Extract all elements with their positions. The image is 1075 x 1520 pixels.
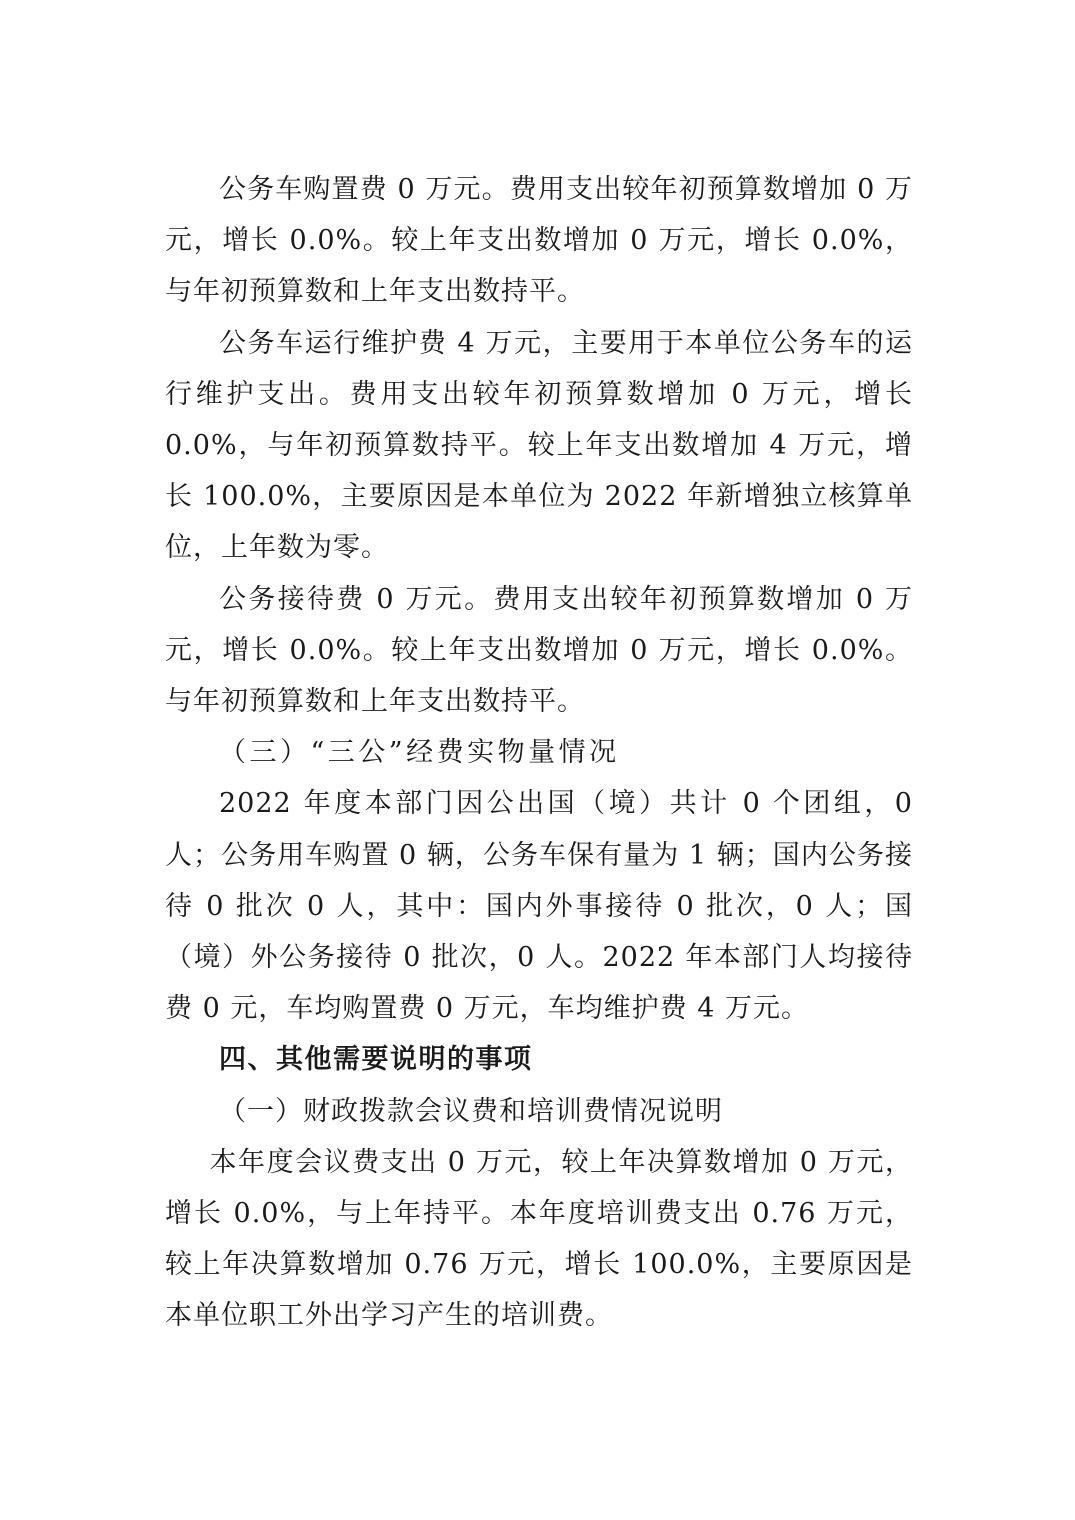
paragraph-meeting-training-fee: 本年度会议费支出 0 万元，较上年决算数增加 0 万元，增长 0.0%，与上年持平。本年度培训费支出 0.76 万元，较上年决算数增加 0.76 万元，增长 100.0%，主要原因是本单位职工外出学习产生的培训费。 xyxy=(165,1146,913,1332)
paragraph-physical-quantity: 2022 年度本部门因公出国（境）共计 0 个团组，0 人；公务用车购置 0 辆，公务车保有量为 1 辆；国内公务接待 0 批次 0 人，其中：国内外事接待 0 批次，0 人；国（境）外公务接待 0 批次，0 人。2022 年本部门人均接待费 0 元，车均购置费 0 万元，车均维护费 4 万元。 xyxy=(165,788,913,1025)
heading-three-public-physical-quantity: （三）“三公”经费实物量情况 xyxy=(219,737,620,769)
document-body xyxy=(165,164,913,1342)
paragraph-car-maintenance-fee: 公务车运行维护费 4 万元，主要用于本单位公务车的运行维护支出。费用支出较年初预算数增加 0 万元，增长 0.0%，与年初预算数持平。较上年支出数增加 4 万元，增长 100.0%，主要原因是本单位为 2022 年新增独立核算单位，上年数为零。 xyxy=(165,327,913,564)
heading-meeting-training-explanation: （一）财政拨款会议费和培训费情况说明 xyxy=(219,1095,723,1127)
paragraph-reception-fee: 公务接待费 0 万元。费用支出较年初预算数增加 0 万元，增长 0.0%。较上年支出数增加 0 万元，增长 0.0%。与年初预算数和上年支出数持平。 xyxy=(165,583,913,718)
paragraph-car-purchase-fee: 公务车购置费 0 万元。费用支出较年初预算数增加 0 万元，增长 0.0%。较上年支出数增加 0 万元，增长 0.0%，与年初预算数和上年支出数持平。 xyxy=(165,174,913,308)
heading-section-four: 四、其他需要说明的事项 xyxy=(219,1044,533,1076)
